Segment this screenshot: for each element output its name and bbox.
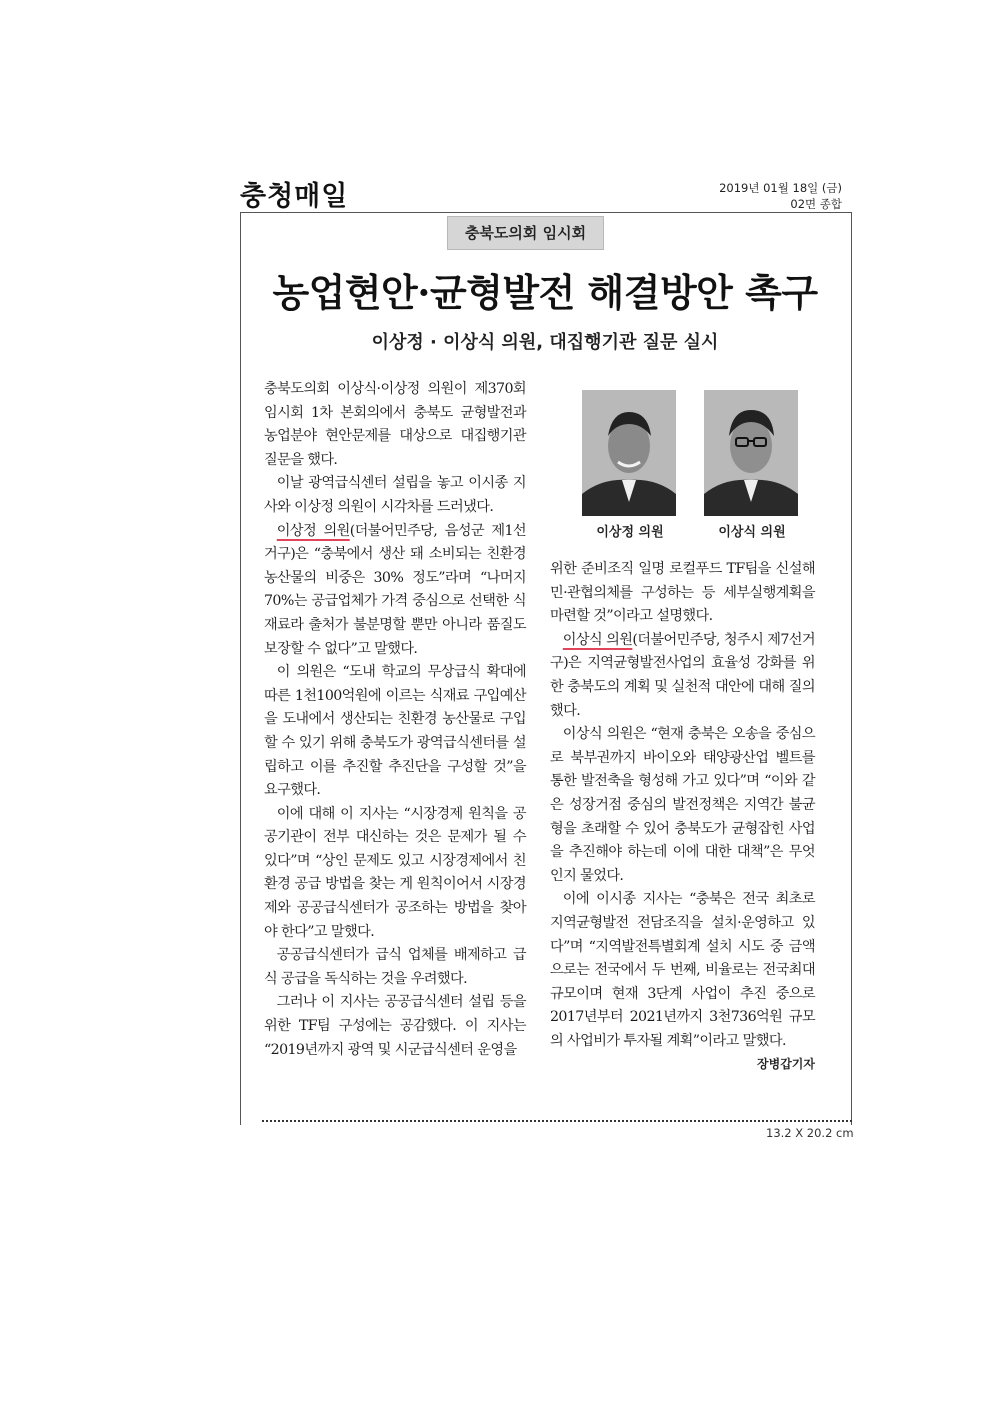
paragraph	[550, 629, 815, 723]
paragraph-text: (더불어민주당, 청주시 제7선거구)은 지역균형발전사업의 효율성 강화를 위한 충북도의 계획 및 실천적 대안에 대해 질의했다.	[550, 631, 816, 719]
paragraph-text: (더불어민주당, 음성군 제1선거구)은 “충북에서 생산 돼 소비되는 친환경 농산물의 비중은 30% 정도”라며 “나머지 70%는 공급업체가 가격 중심으로 선택한 식재료라 출처가 불분명할 뿐만 아니라 품질도 보장할 수 없다”고 말했다.	[264, 522, 526, 657]
issue-meta	[719, 180, 842, 212]
issue-section: 02면 종합	[790, 197, 842, 211]
paragraph: 이 의원은 “도내 학교의 무상급식 확대에 따른 1천100억원에 이르는 식재료 구입예산을 도내에서 생산되는 친환경 농산물로 구입할 수 있기 위해 충북도가 광역급식센터를 설립하고 이를 추진할 추진단을 구성할 것”을 요구했다.	[264, 664, 526, 799]
photo-caption: 이상정 의원	[596, 525, 664, 540]
portrait-photo-lee-sangjeong	[582, 390, 676, 516]
clipping-size-note: 13.2 X 20.2 cm	[766, 1126, 854, 1140]
paragraph: 이에 대해 이 지사는 “시장경제 원칙을 공공기관이 전부 대신하는 것은 문제가 될 수 있다”며 “상인 문제도 있고 시장경제에서 친환경 공급 방법을 찾는 게 원칙이어서 시장경제와 공공급식센터가 공조하는 방법을 찾아야 한다”고 말했다.	[264, 805, 526, 940]
headline: 농업현안·균형발전 해결방안 촉구	[272, 270, 818, 315]
highlighted-name: 이상식 의원	[562, 631, 633, 648]
paragraph: 그러나 이 지사는 공공급식센터 설립 등을 위한 TF팀 구성에는 공감했다. 이 지사는 “2019년까지 광역 및 시군급식센터 운영을	[264, 994, 526, 1058]
person-silhouette-icon	[704, 390, 798, 516]
paragraph	[264, 520, 526, 662]
issue-date: 2019년 01월 18일 (금)	[719, 181, 842, 195]
person-silhouette-icon	[582, 390, 676, 516]
paragraph: 충북도의회 이상식·이상정 의원이 제370회 임시회 1차 본회의에서 충북도 균형발전과 농업분야 현안문제를 대상으로 대집행기관 질문을 했다.	[264, 381, 526, 468]
article-left-column	[264, 378, 526, 1062]
paragraph: 이날 광역급식센터 설립을 놓고 이시종 지사와 이상정 의원이 시각차를 드러냈다.	[264, 475, 526, 515]
paragraph: 이상식 의원은 “현재 충북은 오송을 중심으로 북부권까지 바이오와 태양광산업 벨트를 통한 발전축을 형성해 가고 있다”며 “이와 같은 성장거점 중심의 발전정책은 지역간 불균형을 초래할 수 있어 충북도가 균형잡힌 사업을 추진해야 하는데 이에 대한 대책”은 무엇인지 물었다.	[550, 726, 815, 884]
paragraph: 공공급식센터가 급식 업체를 배제하고 급식 공급을 독식하는 것을 우려했다.	[264, 947, 526, 987]
photo-caption: 이상식 의원	[718, 525, 786, 540]
article-right-column	[550, 558, 815, 1072]
highlighted-name: 이상정 의원	[276, 522, 350, 539]
masthead-logo: 충청매일	[240, 181, 349, 212]
paragraph: 이에 이시종 지사는 “충북은 전국 최초로 지역균형발전 전담조직을 설치·운영하고 있다”며 “지역발전특별회계 설치 시도 중 금액으로는 전국에서 두 번째, 비율로는 전국최대 규모이며 현재 3단계 사업이 추진 중으로 2017년부터 2021년까지 3천736억원 규모의 사업비가 투자될 계획”이라고 말했다.	[550, 891, 815, 1049]
portrait-photo-lee-sangsik	[704, 390, 798, 516]
byline: 장병갑기자	[757, 1057, 815, 1072]
kicker-label: 충북도의회 임시회	[447, 216, 604, 250]
dotted-divider	[262, 1120, 852, 1122]
paragraph: 위한 준비조직 일명 로컬푸드 TF팀을 신설해 민·관협의체를 구성하는 등 세부실행계획을 마련할 것”이라고 설명했다.	[550, 561, 815, 625]
subheadline: 이상정 · 이상식 의원, 대집행기관 질문 실시	[371, 332, 719, 353]
